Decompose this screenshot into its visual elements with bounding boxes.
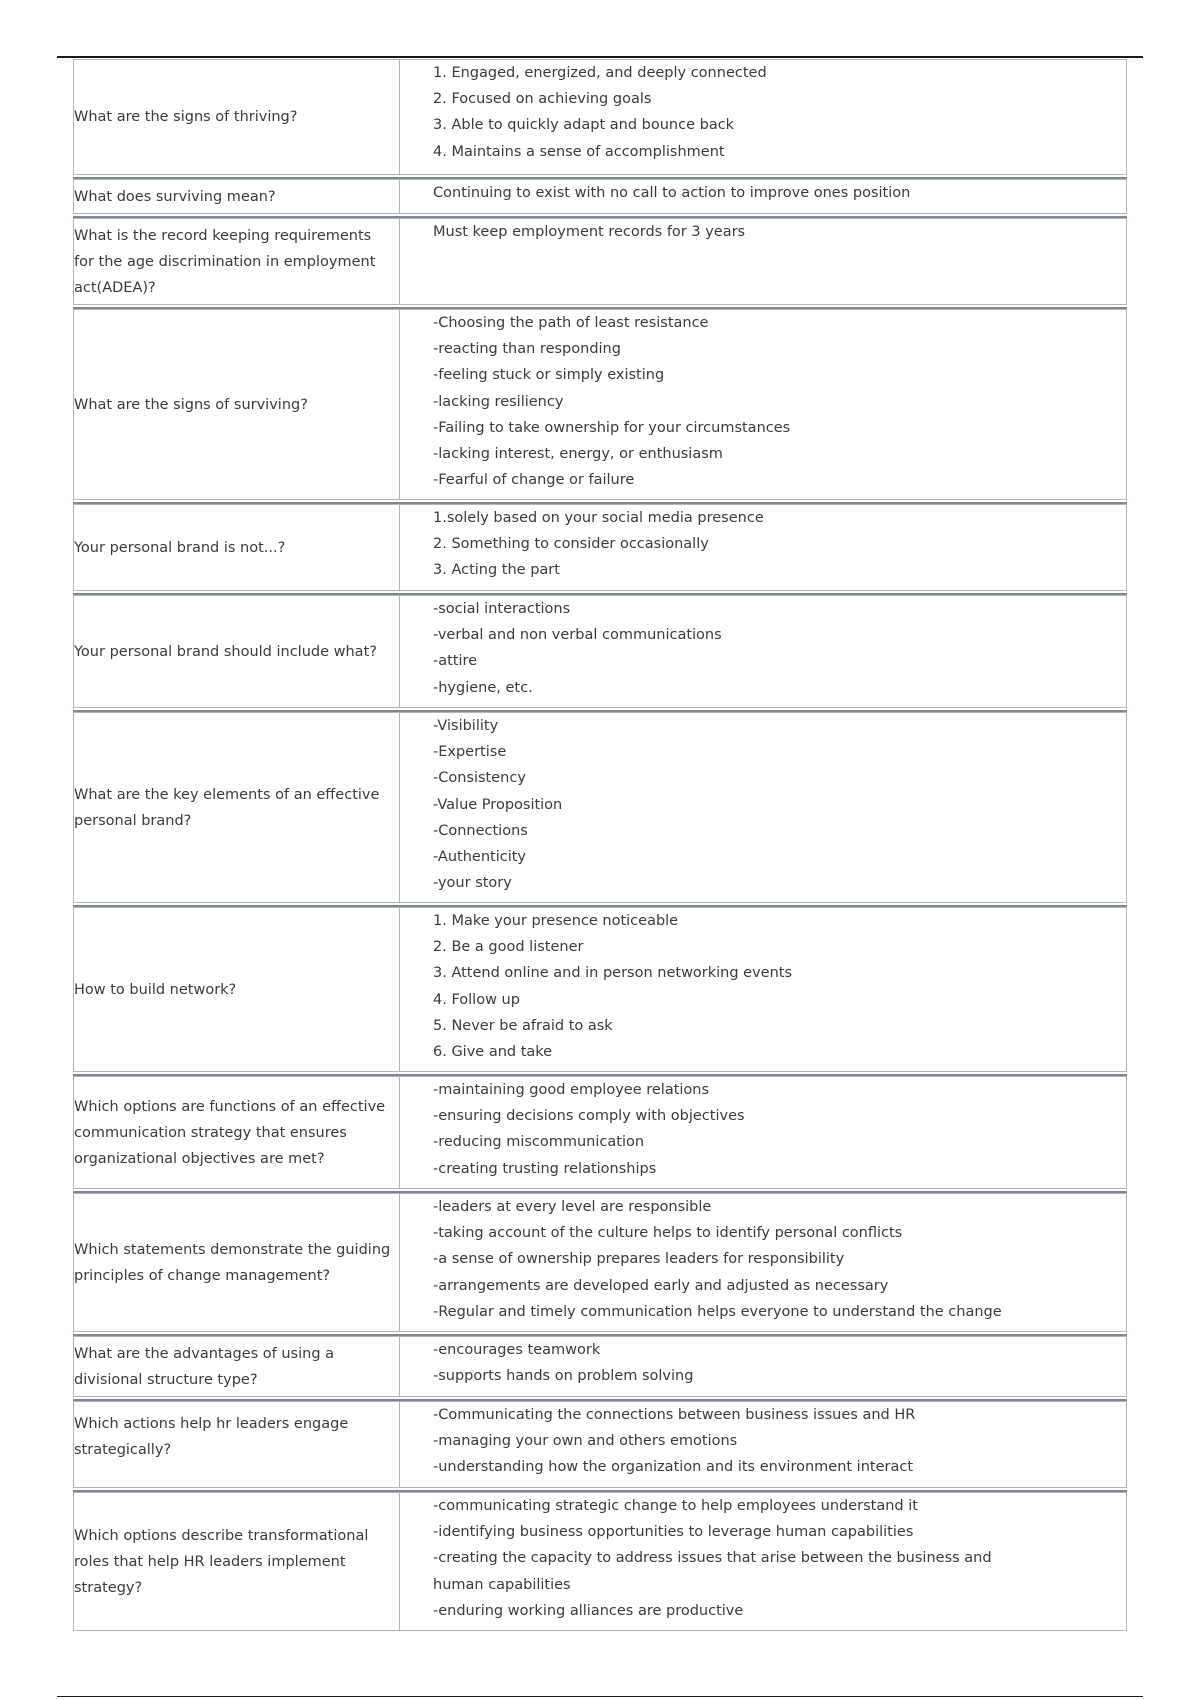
answer-line: -Fearful of change or failure	[433, 472, 635, 489]
answer-cell	[400, 310, 1126, 499]
answer-line: 5. Never be afraid to ask	[433, 1017, 613, 1034]
top-rule	[57, 56, 1143, 58]
table-row	[73, 595, 1127, 708]
question-cell: What does surviving mean?	[74, 180, 400, 213]
answer-cell	[400, 180, 1126, 213]
table-row	[73, 504, 1127, 591]
answer-line: -feeling stuck or simply existing	[433, 367, 665, 384]
answer-line: -hygiene, etc.	[433, 679, 533, 696]
answer-line: Continuing to exist with no call to action to improve ones position	[433, 185, 911, 201]
answer-line: -taking account of the culture helps to identify personal conflicts	[433, 1225, 903, 1242]
answer-line: -Communicating the connections between business issues and HR	[433, 1407, 916, 1423]
table-row	[73, 907, 1127, 1072]
table-row	[73, 1193, 1127, 1332]
answer-cell	[400, 219, 1126, 304]
answer-line: 1. Make your presence noticeable	[433, 913, 679, 929]
answer-line: -ensuring decisions comply with objectives	[433, 1108, 745, 1125]
question-cell: Which options are functions of an effective communication strategy that ensures organizational objectives are met?	[74, 1077, 400, 1188]
answer-cell	[400, 596, 1126, 707]
answer-line: -verbal and non verbal communications	[433, 627, 722, 644]
answer-line: -lacking interest, energy, or enthusiasm	[433, 446, 723, 463]
answer-line: -enduring working alliances are productive	[433, 1602, 744, 1619]
answer-line: -Connections	[433, 822, 528, 839]
question-cell: What are the key elements of an effective personal brand?	[74, 713, 400, 902]
answer-cell	[400, 60, 1126, 174]
answer-line: -maintaining good employee relations	[433, 1082, 710, 1098]
answer-line: 1. Engaged, energized, and deeply connected	[433, 65, 767, 81]
answer-line: -managing your own and others emotions	[433, 1433, 738, 1450]
table-row	[73, 1401, 1127, 1488]
answer-cell	[400, 1194, 1126, 1331]
qa-table	[73, 59, 1127, 1635]
answer-cell	[400, 1077, 1126, 1188]
answer-line: -social interactions	[433, 601, 571, 617]
answer-line: 3. Attend online and in person networking events	[433, 965, 793, 982]
answer-line: 3. Able to quickly adapt and bounce back	[433, 117, 735, 134]
answer-cell	[400, 908, 1126, 1071]
answer-line: -a sense of ownership prepares leaders for responsibility	[433, 1251, 845, 1268]
table-row	[73, 309, 1127, 500]
answer-line: -your story	[433, 875, 512, 892]
question-cell: Your personal brand is not...?	[74, 505, 400, 590]
answer-cell	[400, 1402, 1126, 1487]
answer-line: -leaders at every level are responsible	[433, 1199, 712, 1215]
question-cell: What is the record keeping requirements for the age discrimination in employment act(ADEA)?	[74, 219, 400, 304]
answer-line: -creating trusting relationships	[433, 1160, 657, 1177]
table-row	[73, 179, 1127, 214]
answer-line: 2. Be a good listener	[433, 939, 584, 956]
table-row	[73, 1076, 1127, 1189]
answer-line: 4. Follow up	[433, 991, 520, 1008]
answer-line: -lacking resiliency	[433, 393, 564, 410]
answer-line: -encourages teamwork	[433, 1342, 601, 1358]
answer-line: -Expertise	[433, 744, 507, 761]
table-row	[73, 1336, 1127, 1397]
table-row	[73, 712, 1127, 903]
answer-cell	[400, 713, 1126, 902]
answer-line: -communicating strategic change to help employees understand it	[433, 1498, 918, 1514]
table-row	[73, 59, 1127, 175]
answer-line: -identifying business opportunities to leverage human capabilities	[433, 1524, 914, 1541]
answer-cell	[400, 1337, 1126, 1396]
answer-line: -understanding how the organization and its environment interact	[433, 1459, 914, 1476]
answer-line: -Value Proposition	[433, 796, 563, 813]
answer-line: human capabilities	[433, 1576, 571, 1593]
answer-line: -arrangements are developed early and adjusted as necessary	[433, 1277, 889, 1294]
question-cell: Which options describe transformational roles that help HR leaders implement strategy?	[74, 1493, 400, 1630]
question-cell: What are the signs of thriving?	[74, 60, 400, 174]
answer-cell	[400, 505, 1126, 590]
answer-line: -Visibility	[433, 718, 499, 734]
answer-line: -reducing miscommunication	[433, 1134, 645, 1151]
bottom-rule	[57, 1696, 1143, 1697]
answer-line: -Regular and timely communication helps everyone to understand the change	[433, 1303, 1002, 1320]
table-row	[73, 218, 1127, 305]
answer-line: 6. Give and take	[433, 1044, 553, 1061]
question-cell: What are the advantages of using a divisional structure type?	[74, 1337, 400, 1396]
question-cell: Which statements demonstrate the guiding principles of change management?	[74, 1194, 400, 1331]
answer-line: -supports hands on problem solving	[433, 1368, 694, 1385]
answer-line: 1.solely based on your social media presence	[433, 510, 764, 526]
answer-line: -creating the capacity to address issues that arise between the business and	[433, 1550, 992, 1567]
question-cell: Which actions help hr leaders engage strategically?	[74, 1402, 400, 1487]
answer-line: -Consistency	[433, 770, 526, 787]
answer-cell	[400, 1493, 1126, 1630]
answer-line: 4. Maintains a sense of accomplishment	[433, 143, 725, 160]
answer-line: Must keep employment records for 3 years	[433, 224, 746, 240]
answer-line: -Failing to take ownership for your circumstances	[433, 419, 791, 436]
answer-line: 2. Focused on achieving goals	[433, 91, 652, 108]
table-row	[73, 1492, 1127, 1631]
answer-line: -Choosing the path of least resistance	[433, 315, 709, 331]
answer-line: -reacting than responding	[433, 341, 621, 358]
answer-line: 2. Something to consider occasionally	[433, 536, 709, 553]
answer-line: -attire	[433, 653, 478, 670]
question-cell: How to build network?	[74, 908, 400, 1071]
question-cell: Your personal brand should include what?	[74, 596, 400, 707]
answer-line: 3. Acting the part	[433, 562, 560, 579]
question-cell: What are the signs of surviving?	[74, 310, 400, 499]
answer-line: -Authenticity	[433, 849, 526, 866]
